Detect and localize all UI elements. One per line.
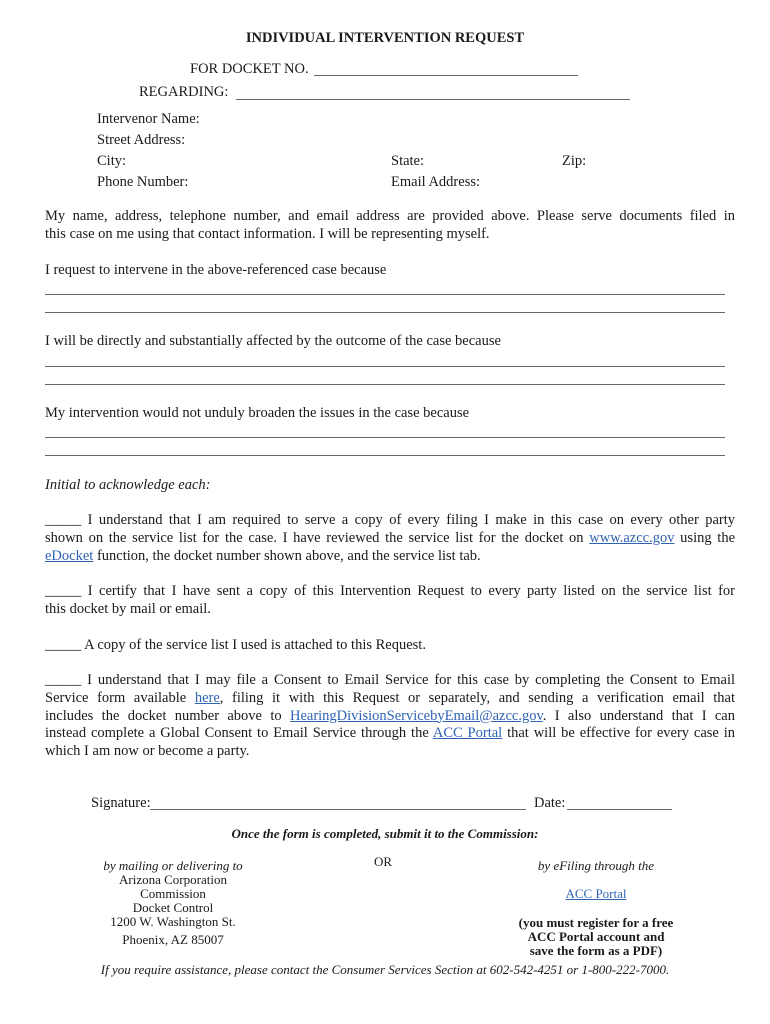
answer-line[interactable] — [45, 437, 725, 438]
city-label: City: — [97, 153, 127, 169]
signature-field[interactable] — [150, 809, 526, 810]
acknowledge-heading: Initial to acknowledge each: — [45, 477, 211, 493]
address-line: Arizona Corporation — [119, 872, 227, 887]
date-field[interactable] — [567, 809, 672, 810]
zip-label: Zip: — [562, 153, 587, 169]
state-label: State: — [391, 153, 425, 169]
submit-instruction: Once the form is completed, submit it to the Commission: — [231, 826, 539, 841]
acknowledge-item-attached — [45, 637, 735, 655]
ack-text: which I am now or become a party. — [45, 743, 250, 760]
representation-statement — [45, 208, 735, 244]
ack-text: I certify that I have sent a copy of this Intervention Request to every party listed on the service list for — [87, 583, 736, 599]
address-line: 1200 W. Washington St. — [110, 914, 236, 929]
ack-text: , filing it with this Request or separately, and sending a verification email that — [219, 689, 735, 706]
regarding-label: REGARDING: — [139, 84, 229, 100]
regarding-field[interactable] — [236, 99, 630, 100]
mailing-address — [93, 873, 253, 947]
page-title: INDIVIDUAL INTERVENTION REQUEST — [245, 30, 525, 46]
ack-text: this docket by mail or email. — [45, 600, 211, 617]
ack-text: I understand that I am required to serve a copy of every filing I make in this case on every other party — [87, 512, 735, 528]
register-note — [500, 916, 692, 958]
acknowledge-item-email-consent — [45, 672, 735, 761]
register-note-line: save the form as a PDF) — [529, 943, 663, 958]
answer-line[interactable] — [45, 312, 725, 313]
ack-text: using the — [680, 529, 736, 546]
or-label: OR — [374, 854, 393, 869]
address-line: Commission — [140, 886, 206, 901]
date-label: Date: — [534, 795, 566, 811]
signature-label: Signature: — [91, 795, 151, 811]
docket-label: FOR DOCKET NO. — [190, 61, 309, 77]
street-address-label: Street Address: — [97, 132, 186, 148]
initial-blank[interactable]: _____ — [45, 512, 82, 528]
ack-text: includes the docket number above to — [45, 707, 282, 724]
acknowledge-item-certify — [45, 583, 735, 619]
ack-text: that will be effective for every case in — [507, 725, 736, 742]
statement-line-2: this case on me using that contact information. I will be representing myself. — [45, 225, 490, 242]
efile-heading: by eFiling through the — [537, 858, 655, 873]
ack-text: . I also understand that I can — [542, 707, 735, 724]
mail-heading: by mailing or delivering to — [103, 858, 243, 873]
register-note-line: ACC Portal account and — [527, 929, 665, 944]
address-line: Docket Control — [132, 900, 214, 915]
acc-portal-link[interactable]: ACC Portal — [432, 725, 503, 742]
docket-field[interactable] — [314, 75, 578, 76]
acknowledge-item-service — [45, 512, 735, 565]
initial-blank[interactable]: _____ — [45, 672, 82, 688]
answer-line[interactable] — [45, 384, 725, 385]
azcc-website-link[interactable]: www.azcc.gov — [589, 529, 675, 546]
answer-line[interactable] — [45, 366, 725, 367]
ack-text: I understand that I may file a Consent to Email Service for this case by completing the Consent to Email — [87, 672, 735, 688]
intervenor-name-label: Intervenor Name: — [97, 111, 200, 127]
answer-line[interactable] — [45, 455, 725, 456]
answer-line[interactable] — [45, 294, 725, 295]
question-broaden-reason: My intervention would not unduly broaden the issues in the case because — [45, 405, 470, 421]
consent-form-here-link[interactable]: here — [194, 689, 220, 706]
initial-blank[interactable]: _____ — [45, 583, 82, 599]
ack-text: instead complete a Global Consent to Email Service through the — [45, 725, 429, 742]
ack-text: A copy of the service list I used is attached to this Request. — [84, 637, 426, 653]
email-address-label: Email Address: — [391, 174, 481, 190]
question-affected-reason: I will be directly and substantially affected by the outcome of the case because — [45, 333, 501, 349]
acc-portal-efile-link[interactable]: ACC Portal — [565, 886, 627, 901]
assistance-note: If you require assistance, please contact the Consumer Services Section at 602-542-4251 or 1-800-222-7000. — [100, 962, 670, 977]
register-note-line: (you must register for a free — [518, 915, 674, 930]
hearing-division-email-link[interactable]: HearingDivisionServicebyEmail@azcc.gov — [289, 707, 543, 724]
ack-text: shown on the service list for the case. I have reviewed the service list for the docket on — [45, 529, 584, 546]
phone-number-label: Phone Number: — [97, 174, 189, 190]
ack-text: function, the docket number shown above, and the service list tab. — [96, 547, 481, 564]
initial-blank[interactable]: _____ — [45, 637, 82, 653]
edocket-link[interactable]: eDocket — [45, 547, 94, 564]
statement-line-1: My name, address, telephone number, and email address are provided above. Please serve documents filed in — [45, 208, 735, 224]
ack-text: Service form available — [45, 689, 187, 706]
question-intervene-reason: I request to intervene in the above-referenced case because — [45, 262, 387, 278]
address-line: Phoenix, AZ 85007 — [122, 932, 224, 947]
